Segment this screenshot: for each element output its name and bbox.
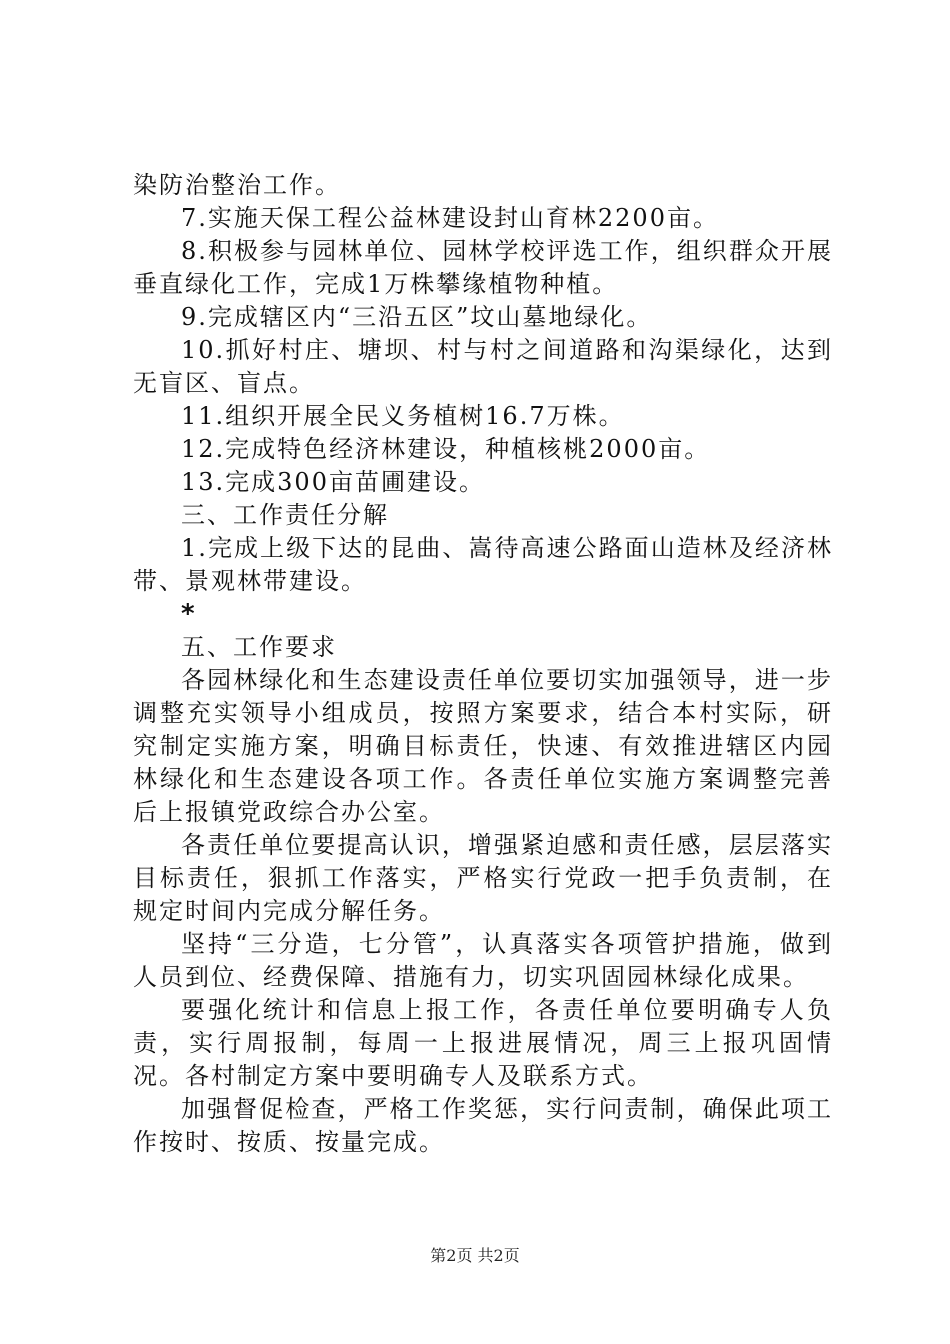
paragraph: 要强化统计和信息上报工作，各责任单位要明确专人负责，实行周报制，每周一上报进展情况，周三上报巩固情况。各村制定方案中要明确专人及联系方式。 [133,996,833,1090]
paragraph: 9.完成辖区内“三沿五区”坟山墓地绿化。 [181,303,653,331]
section-heading: 三、工作责任分解 [181,501,389,529]
paragraph: 各园林绿化和生态建设责任单位要切实加强领导，进一步调整充实领导小组成员，按照方案要求，结合本村实际，研究制定实施方案，明确目标责任，快速、有效推进辖区内园林绿化和生态建设各项工作。各责任单位实施方案调整完善后上报镇党政综合办公室。 [133,666,833,826]
paragraph: 各责任单位要提高认识，增强紧迫感和责任感，层层落实目标责任，狠抓工作落实，严格实行党政一把手负责制，在规定时间内完成分解任务。 [133,831,833,925]
paragraph: 坚持“三分造，七分管”，认真落实各项管护措施，做到人员到位、经费保障、措施有力，切实巩固园林绿化成果。 [133,930,833,991]
paragraph: 加强督促检查，严格工作奖惩，实行问责制，确保此项工作按时、按质、按量完成。 [133,1095,833,1156]
section-heading: 五、工作要求 [181,633,337,661]
paragraph: 7.实施天保工程公益林建设封山育林2200亩。 [181,204,719,232]
page-footer: 第2页 共2页 [430,1246,520,1265]
paragraph: 11.组织开展全民义务植树16.7万株。 [181,402,625,430]
paragraph: 10.抓好村庄、塘坝、村与村之间道路和沟渠绿化，达到无盲区、盲点。 [133,336,833,397]
paragraph: 1.完成上级下达的昆曲、嵩待高速公路面山造林及经济林带、景观林带建设。 [133,534,833,595]
asterisk-mark: * [181,599,197,629]
paragraph: 12.完成特色经济林建设，种植核桃2000亩。 [181,435,711,463]
paragraph: 染防治整治工作。 [133,171,341,199]
document-body [133,169,833,1159]
paragraph: 13.完成300亩苗圃建设。 [181,468,485,496]
paragraph: 8.积极参与园林单位、园林学校评选工作，组织群众开展垂直绿化工作，完成1万株攀缘植物种植。 [133,237,833,298]
